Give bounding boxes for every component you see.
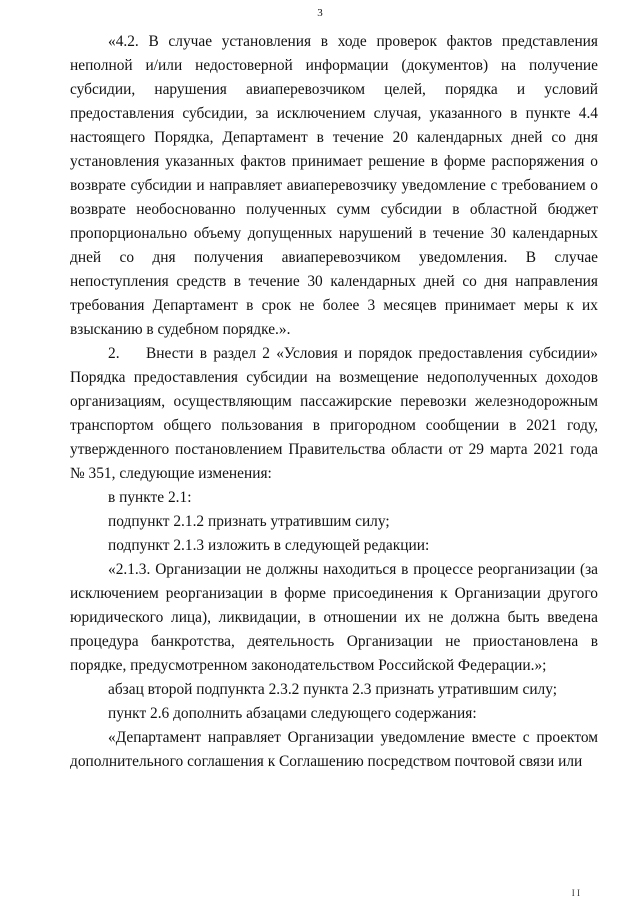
paragraph-subpoint-2-1-2: подпункт 2.1.2 признать утратившим силу; [108,513,390,530]
paragraph-point-2-6: пункт 2.6 дополнить абзацами следующего содержания: [108,705,477,722]
paragraph-4-2: «4.2. В случае установления в ходе проверок фактов представления неполной и/или недостоверной информации (документов) на получение субсидии, нарушения авиаперевозчиком целей, порядка и условий предоставления субсидии, за исключением случая, указанного в пункте 4.4 настоящего Порядка, Департамент в течение 20 календарных дней со дня установления указанных фактов принимает решение в форме распоряжения о возврате субсидии и направляет авиаперевозчику уведомление с требованием о возврате необоснованно полученных сумм субсидии в областной бюджет пропорционально объему допущенных нарушений в течение 30 календарных дней со дня получения авиаперевозчиком уведомления. В случае непоступления средств в течение 30 календарных дней со дня направления требования Департамент в срок не более 3 месяцев принимает меры к их взысканию в судебном порядке.». [70,33,598,338]
item-2-text: Внести в раздел 2 «Условия и порядок предоставления субсидии» Порядка предоставления субсидии на возмещение недополученных доходов организациям, осуществляющим пассажирские перевозки железнодорожным транспортом общего пользования в пригородном сообщении в 2021 году, утвержденного постановлением Правительства области от 29 марта 2021 года № 351, следующие изменения: [70,345,598,482]
item-number: 2. [108,345,120,362]
paragraph-department-notice: «Департамент направляет Организации уведомление вместе с проектом дополнительного соглашения к Соглашению посредством почтовой связи или [70,729,598,770]
paragraph-abzac-2-3-2: абзац второй подпункта 2.3.2 пункта 2.3 признать утратившим силу; [108,681,558,698]
paragraph-2-1-3-text: «2.1.3. Организации не должны находиться в процессе реорганизации (за исключением реорганизации в форме присоединения к Организации другого юридического лица), ликвидации, в отношении их не должна быть введена процедура банкротства, деятельность Организации не приостановлена в порядке, предусмотренном законодательством Российской Федерации.»; [70,561,598,674]
footer-mark: I I [571,888,580,898]
paragraph-in-point-2-1: в пункте 2.1: [108,489,192,506]
document-body [70,30,598,774]
paragraph-item-2 [70,342,598,486]
paragraph-subpoint-2-1-3: подпункт 2.1.3 изложить в следующей редакции: [108,537,430,554]
page-number: 3 [317,7,323,19]
